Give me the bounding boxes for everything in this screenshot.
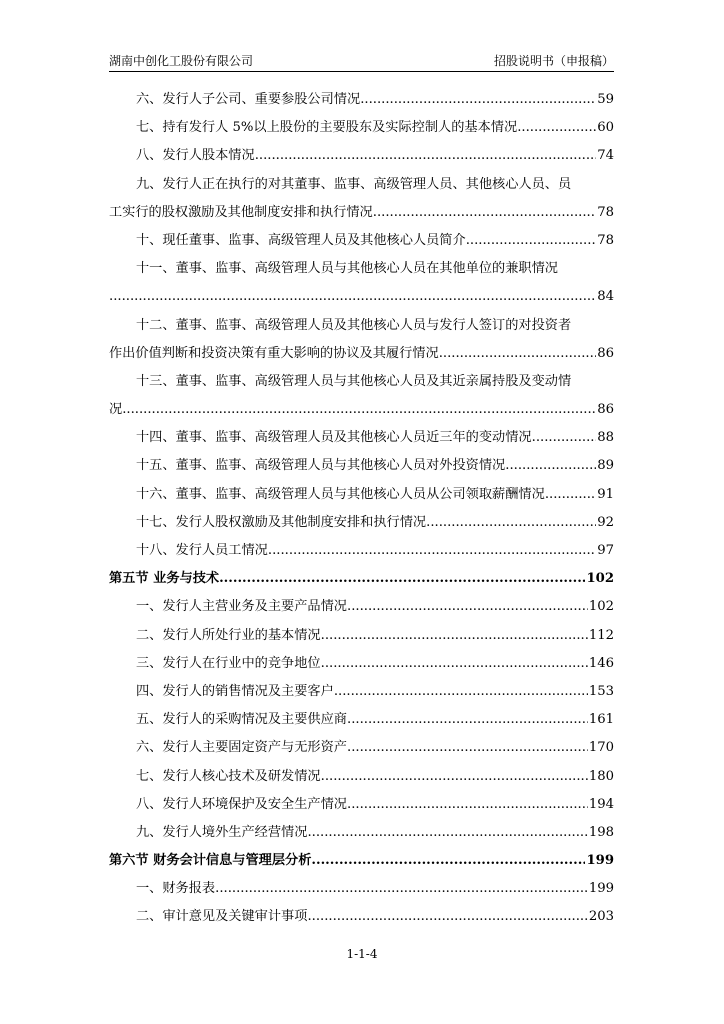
toc-entry[interactable] [109, 763, 614, 791]
dot-leader [255, 142, 597, 170]
toc-entry[interactable] [109, 706, 614, 734]
dot-leader [347, 791, 588, 819]
toc-entry-title: 一、发行人主营业务及主要产品情况 [136, 599, 347, 615]
toc-entry-title: 六、发行人主要固定资产与无形资产 [136, 740, 347, 756]
toc-page-number: 146 [588, 655, 614, 671]
dot-leader [373, 199, 596, 227]
toc-entry[interactable] [109, 424, 614, 452]
toc-entry-title: 三、发行人在行业中的竞争地位 [136, 655, 321, 671]
toc-entry[interactable] [109, 593, 614, 621]
toc-entry-title: 二、发行人所处行业的基本情况 [136, 627, 321, 643]
toc-page-number: 92 [597, 514, 614, 530]
toc-page-number: 199 [586, 853, 614, 869]
toc-page-number: 97 [597, 543, 614, 558]
toc-page-number: 198 [588, 824, 614, 840]
toc-entry-title: 十三、董事、监事、高级管理人员与其他核心人员及其近亲属持股及变动情 [136, 373, 572, 389]
toc-page-number: 170 [588, 740, 614, 756]
toc-entry[interactable] [109, 734, 614, 762]
toc-page-number: 59 [597, 92, 614, 107]
toc-entry-title: 八、发行人环境保护及安全生产情况 [136, 796, 347, 812]
toc-entry-title: 五、发行人的采购情况及主要供应商 [136, 712, 347, 728]
toc-entry[interactable] [109, 368, 614, 424]
dot-leader [307, 903, 587, 931]
dot-leader [268, 537, 596, 565]
toc-entry-title: 十七、发行人股权激励及其他制度安排和执行情况 [136, 514, 427, 530]
toc-page-number: 78 [597, 204, 614, 220]
toc-page-number: 199 [588, 881, 614, 897]
header-rule [109, 71, 614, 72]
dot-leader [439, 340, 597, 368]
toc-section-entry[interactable] [109, 847, 614, 875]
dot-leader [311, 847, 585, 875]
dot-leader [360, 86, 596, 114]
toc-page-number: 86 [597, 345, 614, 361]
toc-entry-title: 七、持有发行人 5%以上股份的主要股东及实际控制人的基本情况 [136, 120, 518, 136]
toc-entry[interactable] [109, 142, 614, 170]
toc-entry-title: 八、发行人股本情况 [136, 148, 255, 164]
toc-page-number: 153 [588, 683, 614, 699]
toc-entry-title: 九、发行人正在执行的对其董事、监事、高级管理人员、其他核心人员、员 [136, 176, 572, 192]
dot-leader [347, 734, 588, 762]
toc-entry[interactable] [109, 650, 614, 678]
toc-page-number: 180 [588, 768, 614, 784]
toc-page-number: 194 [588, 796, 614, 812]
toc-entry[interactable] [109, 255, 614, 311]
dot-leader [426, 509, 596, 537]
table-of-contents [109, 86, 614, 932]
toc-entry-title: 十六、董事、监事、高级管理人员与其他核心人员从公司领取薪酬情况 [136, 486, 545, 502]
toc-entry-title: 九、发行人境外生产经营情况 [136, 824, 308, 840]
dot-leader [347, 593, 588, 621]
toc-page-number: 74 [597, 148, 614, 164]
toc-entry[interactable] [109, 678, 614, 706]
toc-entry-title: 二、审计意见及关键审计事项 [136, 909, 308, 925]
toc-entry[interactable] [109, 452, 614, 480]
toc-entry-title: 六、发行人子公司、重要参股公司情况 [136, 92, 361, 107]
page-number: 1-1-4 [346, 947, 378, 961]
dot-leader [321, 763, 588, 791]
dot-leader [517, 114, 596, 142]
toc-page-number: 86 [597, 402, 614, 418]
toc-entry[interactable] [109, 791, 614, 819]
toc-entry[interactable] [109, 903, 614, 931]
dot-leader [466, 227, 597, 255]
toc-entry-title: 工实行的股权激励及其他制度安排和执行情况 [109, 204, 373, 220]
toc-entry-title: 第五节 业务与技术 [109, 571, 220, 587]
toc-entry[interactable] [109, 509, 614, 537]
toc-page-number: 203 [588, 909, 614, 925]
toc-entry[interactable] [109, 622, 614, 650]
toc-entry[interactable] [109, 312, 614, 368]
toc-entry[interactable] [109, 537, 614, 565]
toc-entry[interactable] [109, 227, 614, 255]
toc-entry-title: 十二、董事、监事、高级管理人员及其他核心人员与发行人签订的对投资者 [136, 317, 572, 333]
toc-entry-title: 十一、董事、监事、高级管理人员与其他核心人员在其他单位的兼职情况 [136, 261, 558, 277]
toc-page-number: 60 [597, 120, 614, 136]
toc-entry-title: 十五、董事、监事、高级管理人员与其他核心人员对外投资情况 [136, 458, 506, 474]
toc-page-number: 102 [588, 599, 614, 615]
toc-entry[interactable] [109, 114, 614, 142]
toc-page-number: 88 [597, 430, 614, 446]
page-header [109, 50, 614, 70]
toc-entry[interactable] [109, 481, 614, 509]
dot-leader [122, 396, 596, 424]
toc-page-number: 91 [597, 486, 614, 502]
toc-entry-title: 十八、发行人员工情况 [136, 543, 268, 558]
toc-entry[interactable] [109, 171, 614, 227]
dot-leader [307, 819, 587, 847]
header-company: 湖南中创化工股份有限公司 [109, 54, 254, 68]
toc-entry-title: 第六节 财务会计信息与管理层分析 [109, 853, 312, 869]
dot-leader [219, 565, 585, 593]
toc-page-number: 89 [597, 458, 614, 474]
toc-entry[interactable] [109, 875, 614, 903]
toc-page-number: 102 [586, 571, 614, 587]
toc-page-number: 84 [597, 289, 614, 305]
dot-leader [334, 678, 588, 706]
dot-leader [545, 481, 596, 509]
toc-entry-title: 一、财务报表 [136, 881, 216, 897]
dot-leader [321, 622, 588, 650]
toc-entry-title: 十四、董事、监事、高级管理人员及其他核心人员近三年的变动情况 [136, 430, 532, 446]
dot-leader [321, 650, 588, 678]
toc-entry-title: 作出价值判断和投资决策有重大影响的协议及其履行情况 [109, 345, 439, 361]
toc-entry[interactable] [109, 819, 614, 847]
header-document-title: 招股说明书（申报稿） [493, 54, 614, 68]
dot-leader [109, 283, 596, 311]
toc-entry[interactable] [109, 86, 614, 114]
dot-leader [215, 875, 588, 903]
dot-leader [505, 452, 596, 480]
toc-page-number: 112 [588, 627, 614, 643]
toc-page-number: 161 [588, 712, 614, 728]
toc-entry-title: 四、发行人的销售情况及主要客户 [136, 683, 334, 699]
dot-leader [347, 706, 588, 734]
toc-section-entry[interactable] [109, 565, 614, 593]
toc-entry-title: 七、发行人核心技术及研发情况 [136, 768, 321, 784]
toc-entry-title: 况 [109, 402, 123, 418]
toc-entry-title: 十、现任董事、监事、高级管理人员及其他核心人员简介 [136, 232, 466, 248]
toc-page-number: 78 [597, 232, 614, 248]
dot-leader [532, 424, 597, 452]
